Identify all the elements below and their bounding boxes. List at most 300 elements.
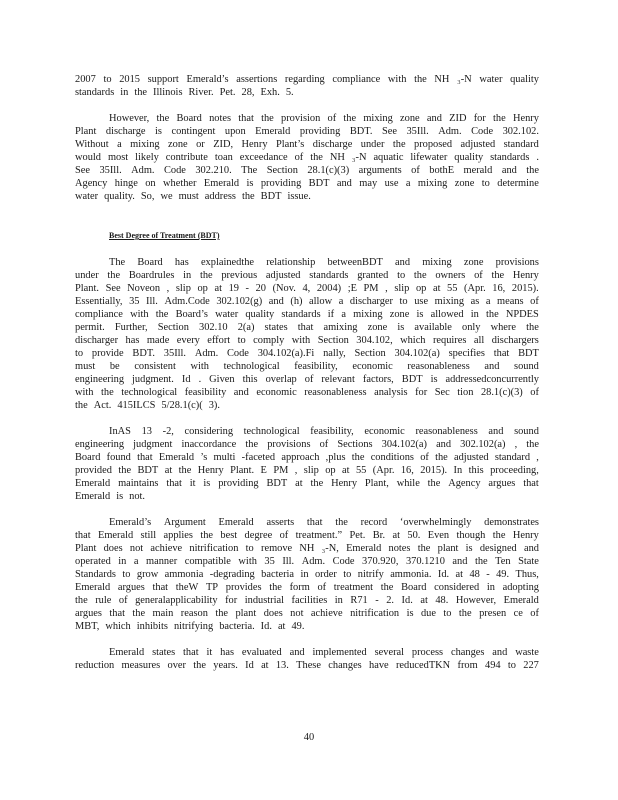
word: the	[526, 322, 539, 333]
word: Adm.	[438, 126, 462, 137]
word: industrial	[244, 595, 284, 606]
word: proceeding,	[490, 465, 539, 476]
word: BDT.	[349, 126, 373, 137]
word: the	[200, 530, 214, 541]
word: be	[109, 361, 120, 372]
word: theW	[175, 582, 199, 593]
word: Without	[75, 139, 109, 150]
word: though	[456, 530, 486, 541]
word: 2007	[75, 74, 96, 85]
text-line	[75, 373, 539, 386]
word: the	[526, 165, 539, 176]
word: nitrifying	[173, 621, 214, 632]
word: presen	[479, 608, 507, 619]
word: 20	[255, 283, 266, 294]
word: determine	[497, 178, 539, 189]
word: Even	[427, 530, 450, 541]
word: years.	[213, 660, 238, 671]
word: 2.	[386, 595, 395, 606]
word: provide	[91, 348, 124, 359]
word: use	[414, 296, 429, 307]
text-line	[75, 490, 539, 503]
word: 28.1(c)(3)	[307, 165, 350, 176]
word: Br.	[372, 530, 386, 541]
word: that	[297, 322, 314, 333]
word: mixing	[434, 296, 465, 307]
word: 49.	[291, 621, 305, 632]
word: approach	[281, 452, 320, 463]
word: has	[125, 335, 140, 346]
word: the	[75, 595, 88, 606]
word: that	[493, 348, 510, 359]
word: that	[152, 582, 169, 593]
word: a	[341, 309, 346, 320]
word: See	[75, 165, 91, 176]
text-line	[109, 256, 539, 269]
word: in	[470, 309, 479, 320]
word: to	[481, 178, 490, 189]
word: a	[338, 296, 344, 307]
word: record	[360, 517, 388, 528]
word: as	[470, 296, 480, 307]
word: in	[334, 595, 343, 606]
word: Ten	[495, 556, 511, 567]
word: zone	[168, 139, 188, 150]
word: or	[196, 139, 205, 150]
word: 2004)	[316, 283, 342, 294]
word: changes	[450, 647, 485, 658]
word: likely	[135, 152, 159, 163]
text-line	[75, 295, 539, 308]
word: which	[400, 335, 426, 346]
word: at	[295, 478, 303, 489]
text-line	[75, 73, 539, 86]
word: not.	[129, 491, 146, 502]
word: considering	[184, 426, 234, 437]
word: discharger	[75, 335, 119, 346]
text-line	[75, 555, 539, 568]
word: the	[241, 191, 255, 202]
word: manner	[146, 556, 178, 567]
word: -2,	[162, 426, 174, 437]
word: PM	[363, 283, 379, 294]
text-line	[75, 620, 539, 633]
word: Adm.	[301, 556, 326, 567]
word: the	[414, 74, 427, 85]
word: proposed	[414, 139, 453, 150]
word: is	[430, 374, 438, 385]
word: ,	[536, 452, 539, 463]
word: rule	[95, 595, 112, 606]
word: the	[75, 400, 88, 411]
word: (h)	[290, 296, 303, 307]
word: it	[206, 647, 213, 658]
word: amixing	[323, 322, 358, 333]
word: specifies	[448, 348, 485, 359]
word: quality	[510, 74, 539, 85]
word: plant	[235, 608, 257, 619]
word: the	[474, 556, 488, 567]
word: R71	[350, 595, 368, 606]
word: engineering	[75, 374, 125, 385]
word: 302.10	[199, 322, 228, 333]
word: and	[268, 296, 284, 307]
word: ZID,	[213, 139, 234, 150]
word: 4,	[302, 283, 311, 294]
word: In	[453, 465, 463, 476]
word: Plant’s	[275, 139, 305, 150]
word: the	[491, 270, 505, 281]
word: the	[118, 465, 132, 476]
word: slip	[303, 465, 319, 476]
word: 13	[141, 426, 152, 437]
word: BDT	[137, 465, 159, 476]
word: at	[164, 465, 173, 476]
word: all	[473, 335, 485, 346]
blank-line	[75, 633, 539, 646]
word: with	[238, 556, 257, 567]
word: addressedconcurrently	[445, 374, 539, 385]
word: nitrify	[357, 569, 384, 580]
word: contingent	[171, 126, 216, 137]
word: regarding	[284, 74, 325, 85]
word: water	[75, 191, 99, 202]
text-line	[75, 347, 539, 360]
word: the	[199, 270, 213, 281]
word: Id.	[437, 569, 450, 580]
word: found	[106, 452, 131, 463]
word: reasonableness	[407, 361, 470, 372]
word: Board’s	[175, 309, 208, 320]
word: technological	[243, 426, 300, 437]
word: feasibility,	[294, 361, 338, 372]
word: -faceted	[241, 452, 276, 463]
word: Exh.	[260, 87, 280, 98]
word: 302.102.	[502, 126, 539, 137]
word: ce	[513, 608, 523, 619]
word: the	[132, 608, 146, 619]
word: 35	[129, 296, 140, 307]
word: mixing	[363, 113, 393, 124]
word: Boardrules	[128, 270, 175, 281]
word: the	[156, 113, 170, 124]
word: judgment	[133, 439, 173, 450]
word: engineering	[75, 439, 125, 450]
word: slip	[394, 283, 410, 294]
word: lifewater	[410, 152, 448, 163]
word: of	[118, 595, 128, 606]
word: adjusted	[460, 139, 496, 150]
word: whether	[163, 178, 197, 189]
word: measures	[121, 660, 161, 671]
word: at	[214, 283, 222, 294]
word: State	[518, 556, 539, 567]
word: argues	[488, 478, 516, 489]
word: if	[327, 309, 335, 320]
word: with	[387, 74, 407, 85]
word: Plant	[75, 543, 97, 554]
word: 28,	[241, 87, 255, 98]
word: providing	[260, 178, 302, 189]
word: effort	[207, 335, 231, 346]
word: compliance	[75, 309, 123, 320]
text-line	[75, 190, 539, 203]
word: while	[396, 478, 420, 489]
word: Emerald	[75, 582, 111, 593]
word: 16,	[492, 283, 506, 294]
word: the	[310, 478, 324, 489]
word: to	[75, 348, 84, 359]
word: generalapplicability	[135, 595, 218, 606]
word: Henry	[512, 530, 539, 541]
word: on	[145, 178, 156, 189]
word: Section	[266, 165, 298, 176]
word: argues	[117, 582, 145, 593]
word: explainedthe	[200, 257, 255, 268]
word: the	[335, 517, 348, 528]
word: still	[140, 530, 157, 541]
word: Illinois	[153, 87, 183, 98]
word: Section	[157, 322, 189, 333]
word: conditions	[370, 452, 414, 463]
word: we	[160, 191, 173, 202]
word: achieve	[150, 543, 183, 554]
word: Thus,	[515, 569, 539, 580]
word: ,	[166, 283, 170, 294]
word: 227	[523, 660, 539, 671]
word: must	[178, 191, 199, 202]
word: 304.102(a)	[381, 439, 427, 450]
word: a	[117, 139, 122, 150]
word: Henry	[512, 113, 539, 124]
word: of	[327, 113, 337, 124]
word: means	[497, 296, 524, 307]
word: Essentially,	[75, 296, 123, 307]
word: BDT	[266, 478, 288, 489]
word: quality	[454, 152, 484, 163]
word: upon	[224, 126, 246, 137]
word: demonstrates	[484, 517, 539, 528]
word: feasibility,	[310, 426, 354, 437]
text-line	[75, 542, 539, 555]
word: quality.	[104, 191, 135, 202]
word: a	[133, 556, 139, 567]
word: mixing	[417, 178, 448, 189]
word: Ill.	[146, 296, 158, 307]
word: treatment.”	[295, 530, 343, 541]
word: economic	[352, 361, 393, 372]
word: to	[397, 270, 406, 281]
text-line	[75, 594, 539, 607]
word: with	[130, 309, 149, 320]
word: must	[75, 361, 96, 372]
word: Adm.Code	[164, 296, 210, 307]
word: Pet.	[219, 87, 236, 98]
word: provisions	[495, 257, 539, 268]
word: discharge	[312, 139, 353, 150]
word: is	[203, 478, 211, 489]
word: the	[493, 113, 506, 124]
word: 302.102(a)	[460, 439, 506, 450]
word: ZID	[449, 113, 467, 124]
word: of	[420, 452, 429, 463]
word: Emerald	[109, 647, 145, 658]
word: mixing	[422, 257, 452, 268]
text-line	[75, 568, 539, 581]
word: that	[75, 530, 91, 541]
word: consistent	[134, 361, 176, 372]
word: the	[261, 113, 274, 124]
blank-line	[75, 412, 539, 425]
word: 55	[447, 283, 458, 294]
word: 16,	[400, 465, 414, 476]
word: ,	[294, 465, 298, 476]
word: the	[458, 608, 472, 619]
word: every	[176, 335, 200, 346]
word: in	[486, 582, 495, 593]
word: of	[530, 608, 539, 619]
word: issue.	[287, 191, 311, 202]
word: for	[473, 113, 486, 124]
word: the	[107, 270, 121, 281]
word: multi	[213, 452, 236, 463]
word: nitrification	[350, 608, 400, 619]
word: the	[178, 465, 192, 476]
word: a	[485, 296, 491, 307]
word: Emerald	[218, 517, 254, 528]
word: provided	[75, 465, 112, 476]
word: Henry	[512, 270, 539, 281]
text-line	[109, 112, 539, 125]
text-line	[75, 607, 539, 620]
word: and	[233, 387, 249, 398]
text-line	[75, 334, 539, 347]
word: Id.	[260, 621, 272, 632]
page-number: 40	[303, 732, 315, 743]
text-line	[75, 321, 539, 334]
word: -	[245, 283, 250, 294]
word: notes	[209, 113, 232, 124]
word: the	[427, 478, 441, 489]
word: 2015).	[511, 283, 539, 294]
word: is	[465, 543, 473, 554]
text-line	[75, 386, 539, 399]
word: ,	[385, 283, 388, 294]
word: (Apr.	[372, 465, 395, 476]
word: several	[374, 647, 405, 658]
word: Section	[317, 335, 349, 346]
text-line	[75, 581, 539, 594]
word: 2(a)	[237, 322, 255, 333]
word: permit.	[75, 322, 105, 333]
word: at	[432, 283, 441, 294]
word: may	[359, 178, 378, 189]
word: only	[462, 322, 481, 333]
blank-line	[75, 99, 539, 112]
word: the	[417, 543, 431, 554]
word: However,	[455, 595, 497, 606]
word: the	[413, 270, 427, 281]
word: degree	[244, 530, 273, 541]
word: overlap	[265, 374, 297, 385]
word: 49.	[496, 569, 510, 580]
word: compliance	[332, 74, 381, 85]
text-line	[109, 646, 539, 659]
word: provides	[225, 582, 262, 593]
word: the	[101, 387, 114, 398]
word: standards	[75, 87, 115, 98]
word: to	[103, 74, 112, 85]
text-line	[75, 86, 539, 99]
word: Id	[181, 374, 191, 385]
word: InAS	[109, 426, 131, 437]
word: MBT,	[75, 621, 100, 632]
word: at	[277, 621, 286, 632]
word: the	[486, 309, 499, 320]
word: Id.	[401, 595, 413, 606]
word: Emerald	[75, 491, 111, 502]
word: from	[457, 660, 478, 671]
word: treatment	[333, 582, 374, 593]
text-line	[109, 425, 539, 438]
word: support	[147, 74, 179, 85]
word: waste	[515, 647, 539, 658]
word: Henry	[331, 478, 358, 489]
text-line	[75, 125, 539, 138]
word: 5/28.1(c)(	[161, 400, 203, 411]
word: order	[314, 569, 337, 580]
word: allow	[309, 296, 333, 307]
word: Emerald’s	[186, 74, 229, 85]
word: grow	[136, 569, 159, 580]
word: allowed	[430, 309, 464, 320]
text-line	[75, 438, 539, 451]
text-line	[109, 516, 539, 529]
word: zone	[367, 322, 388, 333]
word: Id	[245, 660, 254, 671]
word: Emerald	[503, 595, 539, 606]
word: to	[245, 543, 254, 554]
word: 2015).	[420, 465, 448, 476]
word: provision	[281, 113, 321, 124]
word: and	[436, 439, 452, 450]
word: NPDES	[505, 309, 539, 320]
word: analysis	[374, 387, 408, 398]
word: contribute	[165, 152, 208, 163]
word: and	[492, 647, 508, 658]
word: Pet.	[349, 530, 366, 541]
word: Ill.	[282, 556, 295, 567]
word: See	[381, 126, 397, 137]
word: aquatic	[373, 152, 404, 163]
word: standard	[503, 139, 539, 150]
word: standards	[309, 270, 349, 281]
word: is	[246, 178, 254, 189]
word: providing	[299, 126, 341, 137]
word: to	[507, 660, 516, 671]
word: 13.	[275, 660, 289, 671]
word: BDT	[260, 191, 282, 202]
text-line	[75, 477, 539, 490]
word: op	[197, 283, 208, 294]
word: Plant	[75, 126, 97, 137]
word: BDT	[518, 348, 539, 359]
word: standard	[494, 452, 531, 463]
word: Noveon	[127, 283, 161, 294]
word: and	[452, 556, 468, 567]
word: 302.102(g)	[216, 296, 263, 307]
word: ,plus	[325, 452, 346, 463]
